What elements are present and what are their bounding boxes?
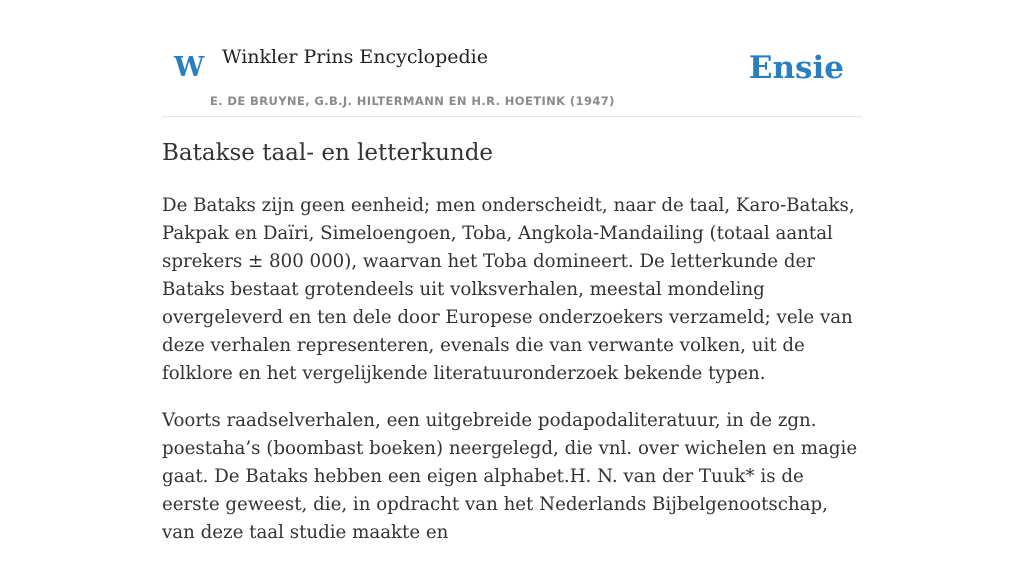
book-header	[162, 0, 862, 117]
article-body	[162, 192, 862, 566]
ensie-brand-logo[interactable]: Ensie	[748, 50, 844, 86]
book-title-link[interactable]: Winkler Prins Encyclopedie	[222, 46, 488, 68]
winkler-prins-logo-icon[interactable]: W	[174, 52, 205, 83]
article-paragraph: Voorts raadselverhalen, een uitgebreide podapodaliteratuur, in de zgn. poestaha’s (boombast boeken) neergelegd, die vnl. over wichelen en magie gaat. De Bataks hebben een eigen alphabet.H. N. van der Tuuk* is de eerste geweest, die, in opdracht van het Nederlands Bijbelgenootschap, van deze taal studie maakte en	[162, 410, 858, 543]
article-paragraph: De Bataks zijn geen eenheid; men onderscheidt, naar de taal, Karo-Bataks, Pakpak en Daïri, Simeloengoen, Toba, Angkola-Mandailing (totaal aantal sprekers ± 800 000), waarvan het Toba domineert. De letterkunde der Bataks bestaat grotendeels uit volksverhalen, meestal mondeling overgeleverd en ten dele door Europese onderzoekers verzameld; vele van deze verhalen representeren, evenals die van verwante volken, uit de folklore en het vergelijkende literatuuronderzoek bekende typen.	[162, 195, 855, 384]
article-title: Batakse taal- en letterkunde	[162, 140, 494, 166]
book-authors: E. DE BRUYNE, G.B.J. HILTERMANN EN H.R. HOETINK (1947)	[210, 94, 615, 108]
